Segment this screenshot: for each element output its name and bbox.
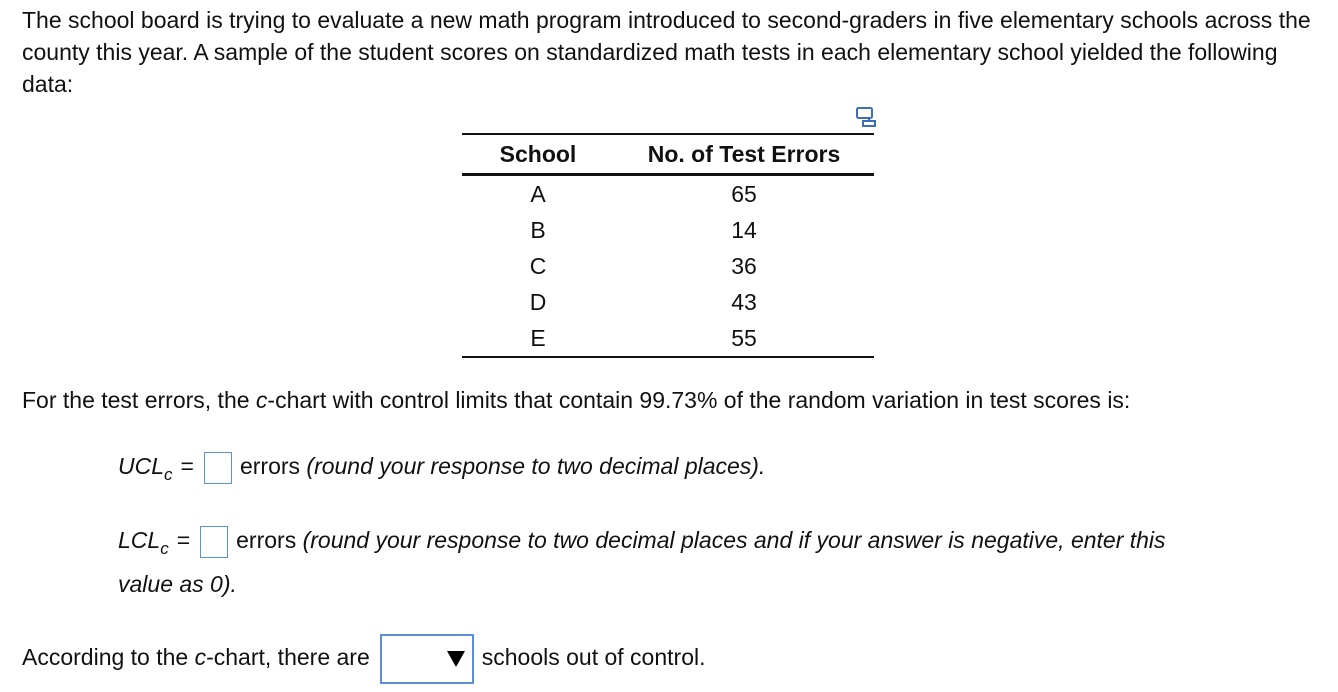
conclusion-after: schools out of control. (481, 644, 706, 671)
ucl-subscript: c (164, 465, 173, 484)
question-text (22, 384, 1130, 416)
school-cell: E (462, 320, 614, 357)
question-before: For the test errors, the (22, 387, 256, 413)
column-header-errors: No. of Test Errors (614, 134, 874, 175)
conclusion-chart-letter: c (194, 644, 207, 671)
lcl-answer-line (118, 524, 1166, 565)
column-header-school: School (462, 134, 614, 175)
school-cell: A (530, 180, 546, 207)
lcl-input[interactable] (200, 526, 228, 558)
ucl-var: UCL (118, 453, 165, 479)
table-row (462, 320, 874, 357)
ucl-note: (round your response to two decimal places). (306, 453, 766, 479)
lcl-subscript: c (160, 539, 169, 558)
errors-cell: 43 (731, 288, 757, 315)
dropdown-arrow-icon[interactable] (447, 651, 465, 667)
test-errors-table (462, 133, 874, 358)
errors-cell: 36 (731, 252, 757, 279)
ucl-label (118, 453, 173, 484)
school-cell: C (529, 252, 547, 279)
question-after: -chart with control limits that contain 99.73% of the random variation in test scores is: (267, 387, 1131, 413)
conclusion-line (22, 634, 705, 684)
table-header-row (462, 134, 874, 175)
ucl-answer-line (118, 450, 765, 491)
table-row (462, 284, 874, 320)
lcl-note: (round your response to two decimal places and if your answer is negative, enter this (302, 527, 1166, 553)
lcl-unit: errors (236, 527, 297, 553)
school-cell: D (529, 288, 547, 315)
ucl-input[interactable] (204, 452, 232, 484)
question-chart-letter: c (255, 387, 268, 413)
copy-table-icon[interactable] (856, 107, 878, 127)
lcl-var: LCL (118, 527, 161, 553)
school-cell: B (530, 216, 546, 243)
lcl-note-continuation (118, 568, 237, 600)
lcl-note-line2: value as 0). (118, 571, 237, 597)
table-row (462, 212, 874, 248)
conclusion-mid: -chart, there are (206, 644, 370, 671)
ucl-unit: errors (239, 453, 301, 479)
lcl-label (118, 527, 169, 558)
ucl-equals: = (180, 453, 194, 479)
schools-out-of-control-dropdown[interactable] (380, 634, 474, 684)
conclusion-before: According to the (22, 644, 195, 671)
table-row (462, 175, 874, 213)
problem-intro: The school board is trying to evaluate a new math program introduced to second-graders in five elementary schools across the county this year. A sample of the student scores on standardized math tests in each elementary school yielded the following data: (22, 7, 1311, 97)
errors-cell: 65 (731, 180, 757, 207)
lcl-equals: = (176, 527, 191, 553)
errors-cell: 14 (731, 216, 757, 243)
table-row (462, 248, 874, 284)
errors-cell: 55 (614, 320, 874, 357)
